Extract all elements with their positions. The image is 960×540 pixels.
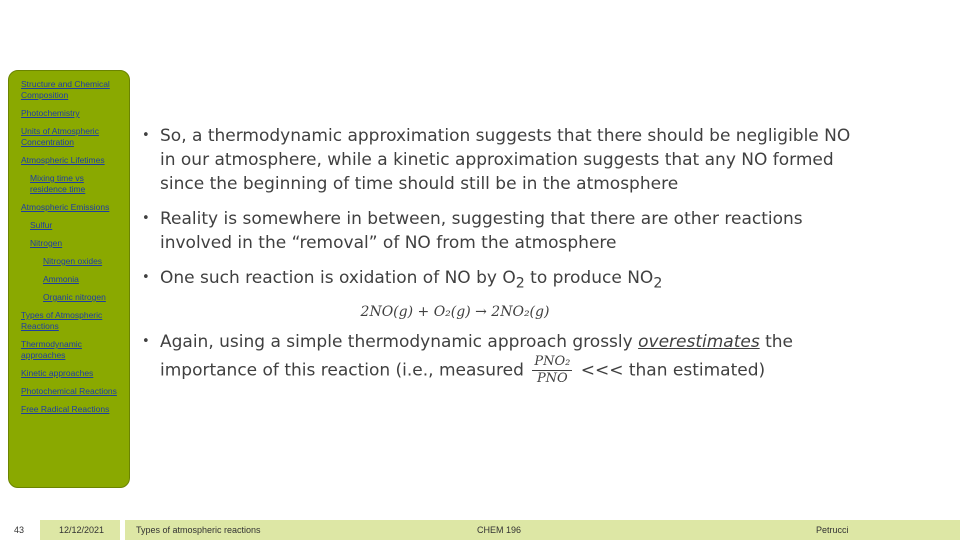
bullet-4-suffix: <<< than estimated) <box>575 360 766 381</box>
bullet-3-mid: to produce NO <box>524 268 654 288</box>
slide-number: 43 <box>14 525 25 535</box>
sidebar-link-mixing-time-vs-residence-time[interactable]: Mixing time vs residence time <box>30 173 86 194</box>
bullet-3 <box>140 266 860 295</box>
footer-course: CHEM 196 <box>477 525 522 535</box>
sidebar-link-photochemistry[interactable]: Photochemistry <box>21 108 80 118</box>
sidebar-link-ammonia[interactable]: Ammonia <box>43 274 79 284</box>
fraction-numerator: PNO₂ <box>534 354 571 370</box>
sidebar-link-thermodynamic-approaches[interactable]: Thermodynamic approaches <box>21 339 82 360</box>
footer-title: Types of atmospheric reactions <box>136 525 261 535</box>
sidebar-link-free-radical-reactions[interactable]: Free Radical Reactions <box>21 404 110 414</box>
sidebar-navigation <box>8 70 130 488</box>
sidebar-link-kinetic-approaches[interactable]: Kinetic approaches <box>21 368 94 378</box>
sidebar-link-types-of-atmospheric-reactions[interactable]: Types of Atmospheric Reactions <box>21 310 103 331</box>
reaction-equation: 2NO(g) + O₂(g) → 2NO₂(g) <box>360 304 550 321</box>
slide-content <box>140 124 860 398</box>
sidebar-link-structure-and-chemical-composition[interactable]: Structure and Chemical Composition <box>21 79 110 100</box>
bullet-dot-icon: • <box>142 211 150 226</box>
footer-author: Petrucci <box>816 525 849 535</box>
bullet-4-mid: the importance of this reaction (i.e., measured <box>160 332 793 381</box>
bullet-3-subscript-2: 2 <box>653 275 663 292</box>
sidebar-link-units-of-atmospheric-concentration[interactable]: Units of Atmospheric Concentration <box>21 126 99 147</box>
sidebar-link-organic-nitrogen[interactable]: Organic nitrogen <box>43 292 106 302</box>
footer-date: 12/12/2021 <box>59 525 105 535</box>
fraction-denominator: PNO <box>536 371 568 387</box>
footer-info-bar <box>125 520 960 540</box>
sidebar-link-photochemical-reactions[interactable]: Photochemical Reactions <box>21 386 117 396</box>
bullet-4-emphasis: overestimates <box>638 332 760 353</box>
bullet-dot-icon: • <box>142 128 150 143</box>
slide-number-box <box>0 520 40 540</box>
sidebar-link-sulfur[interactable]: Sulfur <box>30 220 53 230</box>
bullet-2-text: Reality is somewhere in between, suggesting that there are other reactions involved in the “removal” of NO from the atmosphere <box>160 209 803 253</box>
bullet-1 <box>140 124 860 196</box>
slide-footer <box>0 520 960 540</box>
sidebar-link-atmospheric-emissions[interactable]: Atmospheric Emissions <box>21 202 110 212</box>
bullet-dot-icon: • <box>142 270 150 285</box>
sidebar-link-nitrogen-oxides[interactable]: Nitrogen oxides <box>43 256 103 266</box>
bullet-3-subscript-1: 2 <box>515 275 525 292</box>
pressure-ratio-fraction <box>532 354 572 387</box>
bullet-2 <box>140 207 860 255</box>
sidebar-link-atmospheric-lifetimes[interactable]: Atmospheric Lifetimes <box>21 155 105 165</box>
footer-date-bar <box>40 520 120 540</box>
bullet-4 <box>140 330 860 387</box>
bullet-1-text: So, a thermodynamic approximation suggests that there should be negligible NO in our atmosphere, while a kinetic approximation suggests that any NO formed since the beginning of time should still be in the atmosphere <box>160 126 851 194</box>
bullet-4-prefix: Again, using a simple thermodynamic approach grossly <box>160 332 639 353</box>
bullet-3-prefix: One such reaction is oxidation of NO by O <box>160 268 516 288</box>
bullet-dot-icon: • <box>142 334 150 350</box>
sidebar-link-nitrogen[interactable]: Nitrogen <box>30 238 63 248</box>
